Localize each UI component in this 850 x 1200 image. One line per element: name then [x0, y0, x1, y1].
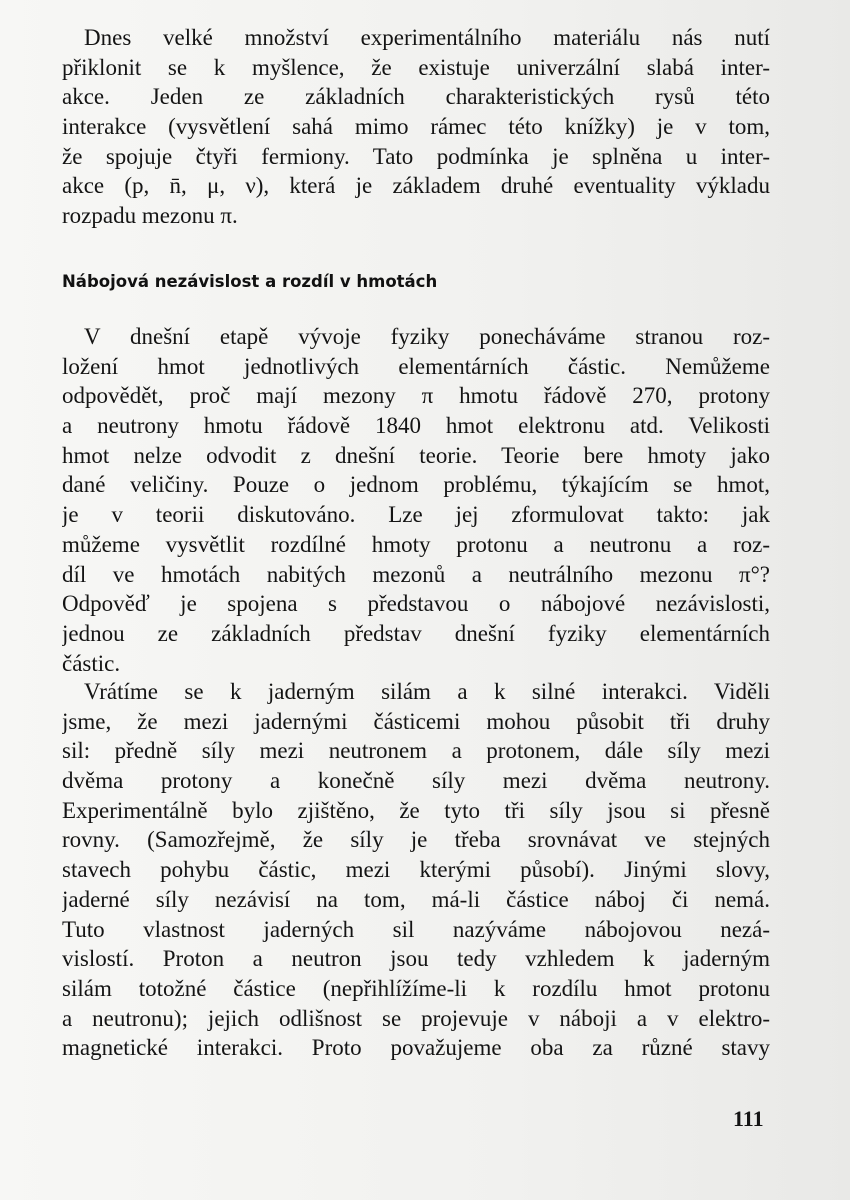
text-line: Experimentálně bylo zjištěno, že tyto tři síly jsou si přesně: [62, 797, 770, 823]
text-line: je v teorii diskutováno. Lze jej zformulovat takto: jak: [62, 502, 770, 528]
page-number: 111: [733, 1106, 764, 1131]
text-line: hmot nelze odvodit z dnešní teorie. Teorie bere hmoty jako: [62, 442, 770, 468]
text-line: rozpadu mezonu π.: [62, 203, 238, 229]
text-line: jsme, že mezi jadernými částicemi mohou působit tři druhy: [62, 708, 770, 734]
text-line: Vrátíme se k jaderným silám a k silné interakci. Viděli: [84, 679, 770, 704]
text-line: že spojuje čtyři fermiony. Tato podmínka je splněna u inter-: [62, 143, 770, 169]
text-line: dvěma protony a konečně síly mezi dvěma neutrony.: [62, 768, 770, 794]
text-line: akce. Jeden ze základních charakteristických rysů této: [62, 84, 770, 110]
text-line: V dnešní etapě vývoje fyziky ponecháváme stranou roz-: [84, 324, 770, 349]
paragraph-weak-interaction: [62, 23, 770, 231]
text-line: odpovědět, proč mají mezony π hmotu řádově 270, protony: [62, 383, 770, 409]
text-line: jaderné síly nezávisí na tom, má-li částice náboj či nemá.: [62, 886, 770, 912]
text-line: ložení hmot jednotlivých elementárních částic. Nemůžeme: [62, 353, 770, 379]
section-heading: Nábojová nezávislost a rozdíl v hmotách: [62, 272, 438, 291]
text-line: dané veličiny. Pouze o jednom problému, týkajícím se hmot,: [62, 472, 770, 498]
text-line: interakce (vysvětlení sahá mimo rámec této knížky) je v tom,: [62, 114, 770, 140]
text-line: silám totožné částice (nepřihlížíme-li k rozdílu hmot protonu: [62, 975, 770, 1001]
text-line: a neutrony hmotu řádově 1840 hmot elektronu atd. Velikosti: [62, 413, 770, 439]
text-line: a neutronu); jejich odlišnost se projevuje v náboji a v elektro-: [62, 1005, 770, 1031]
text-line: magnetické interakci. Proto považujeme oba za různé stavy: [62, 1035, 770, 1061]
text-line: jednou ze základních představ dnešní fyziky elementárních: [62, 620, 770, 646]
paragraph-charge-independence: [62, 677, 770, 1063]
text-line: částic.: [62, 650, 121, 676]
text-line: stavech pohybu částic, mezi kterými působí). Jinými slovy,: [62, 857, 770, 883]
text-line: Dnes velké množství experimentálního materiálu nás nutí: [84, 25, 770, 50]
text-line: Tuto vlastnost jaderných sil nazýváme nábojovou nezá-: [62, 916, 770, 942]
text-line: sil: předně síly mezi neutronem a protonem, dále síly mezi: [62, 738, 770, 764]
text-line: můžeme vysvětlit rozdílné hmoty protonu a neutronu a roz-: [62, 531, 770, 557]
paragraph-masses: [62, 322, 770, 678]
text-line: díl ve hmotách nabitých mezonů a neutrálního mezonu π°?: [62, 561, 770, 587]
text-line: přiklonit se k myšlence, že existuje univerzální slabá inter-: [62, 54, 770, 80]
text-line: rovny. (Samozřejmě, že síly je třeba srovnávat ve stejných: [62, 827, 770, 853]
text-line: akce (p, n̄, μ, ν), která je základem druhé eventuality výkladu: [62, 173, 770, 199]
text-line: vislostí. Proton a neutron jsou tedy vzhledem k jaderným: [62, 946, 770, 972]
text-line: Odpověď je spojena s představou o nábojové nezávislosti,: [62, 591, 770, 617]
